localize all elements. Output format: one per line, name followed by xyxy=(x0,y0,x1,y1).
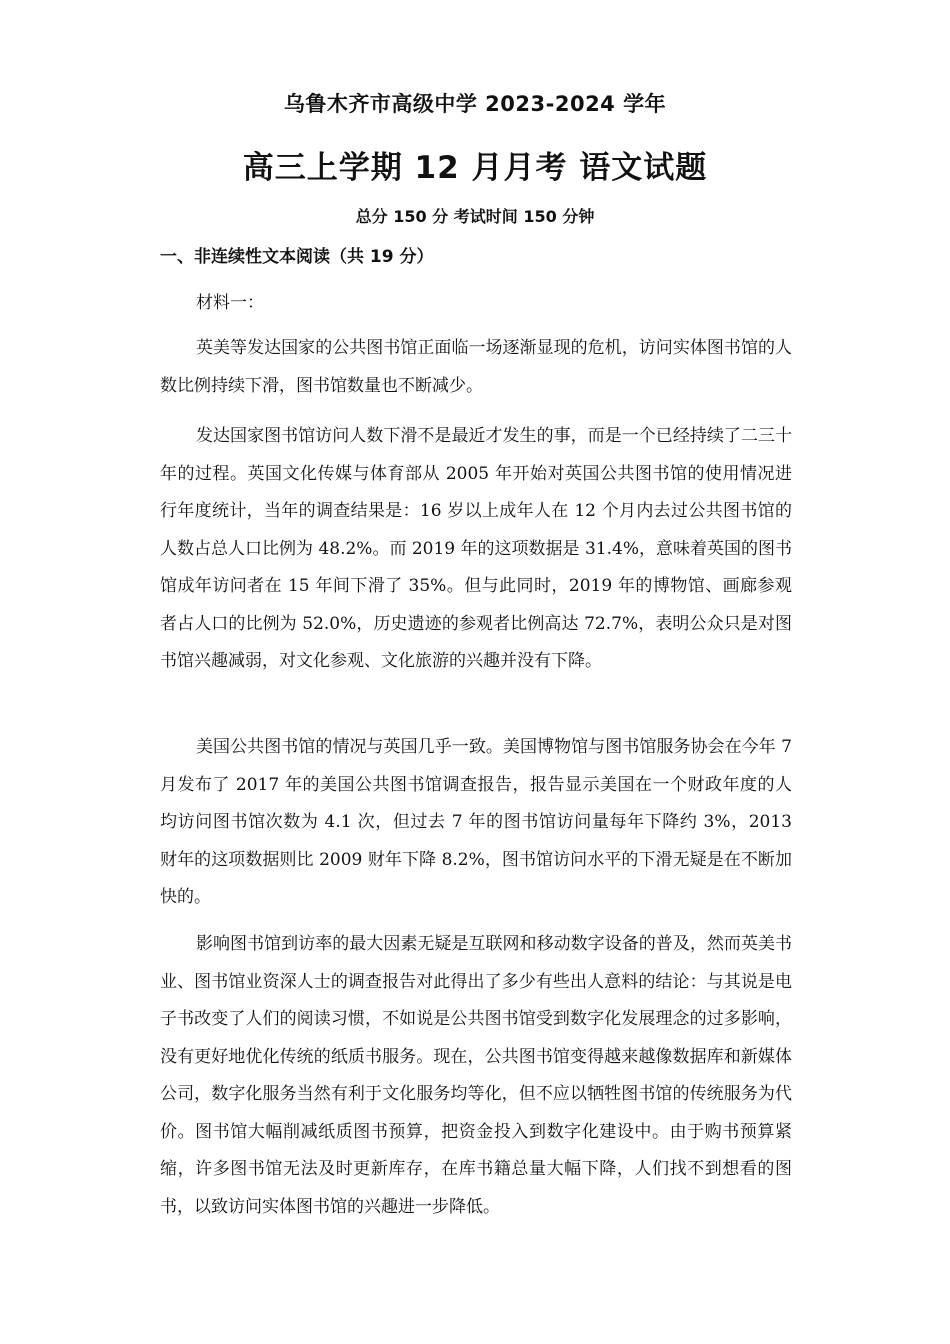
material-label: 材料一： xyxy=(196,293,264,313)
paragraph-2: 发达国家图书馆访问人数下滑不是最近才发生的事，而是一个已经持续了二三十年的过程。英国文化传媒与体育部从 2005 年开始对英国公共图书馆的使用情况进行年度统计，当年的调查结果是：16 岁以上成年人在 12 个月内去过公共图书馆的人数占总人口比例为 48.2%。而 2019 年的这项数据是 31.4%，意味着英国的图书馆成年访问者在 15 年间下滑了 35%。但与此同时，2019 年的博物馆、画廊参观者占人口的比例为 52.0%，历史遗迹的参观者比例高达 72.7%，表明公众只是对图书馆兴趣减弱，对文化参观、文化旅游的兴趣并没有下降。 xyxy=(160,426,792,671)
paragraph-4: 影响图书馆到访率的最大因素无疑是互联网和移动数字设备的普及，然而英美书业、图书馆业资深人士的调查报告对此得出了多少有些出人意料的结论：与其说是电子书改变了人们的阅读习惯，不如说是公共图书馆受到数字化发展理念的过多影响，没有更好地优化传统的纸质书服务。现在，公共图书馆变得越来越像数据库和新媒体公司，数字化服务当然有利于文化服务均等化，但不应以牺牲图书馆的传统服务为代价。图书馆大幅削减纸质图书预算，把资金投入到数字化建设中。由于购书预算紧缩，许多图书馆无法及时更新库存，在库书籍总量大幅下降，人们找不到想看的图书，以致访问实体图书馆的兴趣进一步降低。 xyxy=(160,934,792,1217)
exam-title: 高三上学期 12 月月考 语文试题 xyxy=(242,150,708,186)
section-heading: 一、非连续性文本阅读（共 19 分） xyxy=(160,247,434,267)
paragraph-3: 美国公共图书馆的情况与英国几乎一致。美国博物馆与图书馆服务协会在今年 7 月发布了 2017 年的美国公共图书馆调查报告，报告显示美国在一个财政年度的人均访问图书馆次数为 4.1 次，但过去 7 年的图书馆访问量每年下降约 3%，2013 财年的这项数据则比 2009 财年下降 8.2%，图书馆访问水平的下滑无疑是在不断加快的。 xyxy=(160,737,792,907)
school-year-line: 乌鲁木齐市高级中学 2023-2024 学年 xyxy=(283,92,667,116)
exam-info: 总分 150 分 考试时间 150 分钟 xyxy=(355,207,595,226)
paragraph-1: 英美等发达国家的公共图书馆正面临一场逐渐显现的危机，访问实体图书馆的人数比例持续下滑，图书馆数量也不断减少。 xyxy=(160,338,792,396)
